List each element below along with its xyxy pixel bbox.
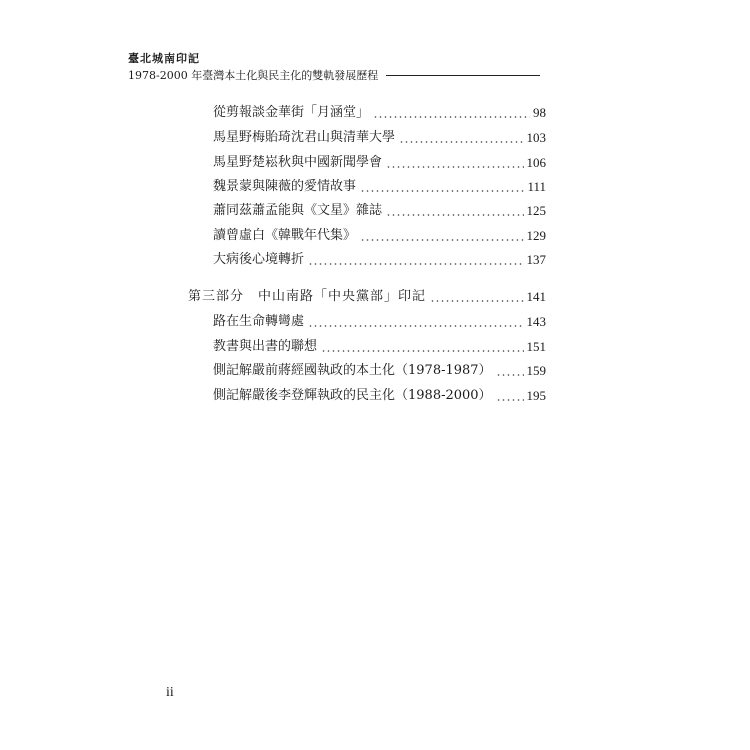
toc-entry-page: 137 xyxy=(526,252,546,267)
toc-entry xyxy=(213,227,546,245)
series-title: 臺北城南印記 xyxy=(128,52,200,65)
toc-entry-page: 159 xyxy=(526,363,546,378)
toc-part-heading xyxy=(188,288,546,306)
toc-entry xyxy=(213,104,546,122)
page-number: ii xyxy=(166,685,174,700)
toc-entry-title: 路在生命轉彎處 xyxy=(213,314,305,329)
toc-entry xyxy=(213,154,546,172)
toc-entry-page: 98 xyxy=(533,105,546,120)
dot-leader xyxy=(386,166,523,168)
dot-leader xyxy=(360,190,524,192)
toc-entry xyxy=(213,387,546,405)
toc-entry-title: 側記解嚴前蔣經國執政的本土化（1978-1987） xyxy=(213,363,492,378)
book-title: 1978-2000 年臺灣本土化與民主化的雙軌發展歷程 xyxy=(128,69,379,82)
dot-leader xyxy=(496,374,524,376)
toc-entry xyxy=(213,251,546,269)
toc-entry-title: 馬星野楚崧秋與中國新聞學會 xyxy=(213,155,383,170)
toc-entry-page: 151 xyxy=(526,339,546,354)
toc-entry-page: 129 xyxy=(526,228,546,243)
toc-entry-page: 111 xyxy=(527,179,546,194)
dot-leader xyxy=(321,350,523,352)
toc-entry-title: 側記解嚴後李登輝執政的民主化（1988-2000） xyxy=(213,388,492,403)
dot-leader xyxy=(386,214,523,216)
toc-entry xyxy=(213,202,546,220)
dot-leader xyxy=(399,141,523,143)
toc-entry-title: 蕭同茲蕭孟能與《文星》雜誌 xyxy=(213,203,383,218)
toc-entry xyxy=(213,362,546,380)
toc-entry-title: 魏景蒙與陳薇的愛情故事 xyxy=(213,179,357,194)
dot-leader xyxy=(360,239,523,241)
toc-entry-title: 馬星野梅貽琦沈君山與清華大學 xyxy=(213,130,396,145)
toc-entry-page: 143 xyxy=(526,314,546,329)
toc-entry-page: 103 xyxy=(526,130,546,145)
toc-entry-page: 125 xyxy=(526,203,546,218)
toc-entry-title: 教書與出書的聯想 xyxy=(213,339,318,354)
dot-leader xyxy=(496,399,524,401)
dot-leader xyxy=(430,300,523,302)
dot-leader xyxy=(308,325,523,327)
dot-leader xyxy=(308,263,523,265)
toc-entry-title: 讀曾虛白《韓戰年代集》 xyxy=(213,228,357,243)
toc-entry xyxy=(213,338,546,356)
dot-leader xyxy=(373,116,530,118)
toc-entry xyxy=(213,313,546,331)
toc-entry xyxy=(213,178,546,196)
toc-entry-title: 大病後心境轉折 xyxy=(213,252,305,267)
toc-part-title: 第三部分 中山南路「中央黨部」印記 xyxy=(188,289,427,304)
toc-part-page: 141 xyxy=(526,289,546,304)
toc-entry-page: 195 xyxy=(526,388,546,403)
toc-entry-title: 從剪報談金華街「月涵堂」 xyxy=(213,105,370,120)
toc-entry-page: 106 xyxy=(526,155,546,170)
toc-entry xyxy=(213,129,546,147)
